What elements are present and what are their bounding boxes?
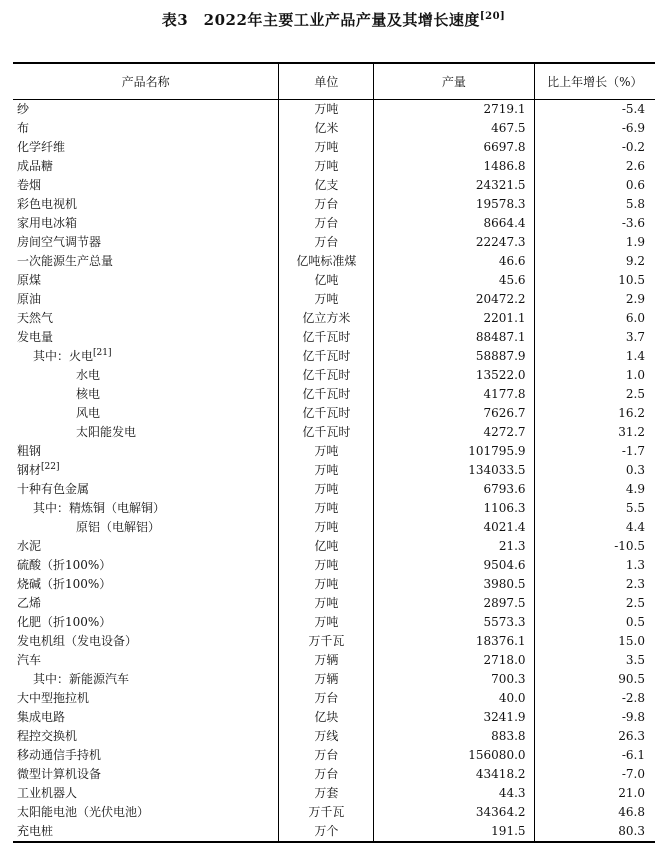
product-name: 工业机器人: [17, 785, 78, 800]
product-name: 发电量: [17, 329, 54, 344]
cell-unit: 亿吨标准煤: [279, 252, 374, 271]
cell-growth: -3.6: [534, 214, 655, 233]
title-footnote: [20]: [479, 11, 506, 22]
cell-product-name: [13, 518, 279, 537]
table-row: [13, 119, 655, 138]
product-name: 新能源汽车: [69, 671, 130, 686]
cell-output: 4272.7: [374, 423, 534, 442]
product-name: 发电机组（发电设备）: [17, 633, 138, 648]
cell-growth: 0.5: [534, 613, 655, 632]
cell-product-name: [13, 784, 279, 803]
table-row: [13, 575, 655, 594]
cell-unit: 万吨: [279, 138, 374, 157]
cell-growth: 2.6: [534, 157, 655, 176]
row-prefix: 其中：: [33, 348, 70, 363]
table-row: [13, 708, 655, 727]
cell-product-name: [13, 195, 279, 214]
cell-growth: -10.5: [534, 537, 655, 556]
cell-output: 1106.3: [374, 499, 534, 518]
product-name: 太阳能发电: [76, 424, 137, 439]
footnote-ref: [22]: [41, 461, 60, 472]
cell-unit: 万吨: [279, 575, 374, 594]
cell-product-name: [13, 803, 279, 822]
cell-growth: -6.9: [534, 119, 655, 138]
cell-growth: -2.8: [534, 689, 655, 708]
cell-growth: 15.0: [534, 632, 655, 651]
cell-output: 7626.7: [374, 404, 534, 423]
cell-output: 191.5: [374, 822, 534, 842]
cell-product-name: [13, 309, 279, 328]
table-header-row: [13, 63, 655, 99]
cell-output: 2718.0: [374, 651, 534, 670]
cell-output: 4021.4: [374, 518, 534, 537]
cell-unit: 万吨: [279, 290, 374, 309]
table-row: [13, 347, 655, 366]
cell-unit: 亿立方米: [279, 309, 374, 328]
cell-unit: 万台: [279, 746, 374, 765]
cell-growth: 4.4: [534, 518, 655, 537]
cell-product-name: [13, 480, 279, 499]
cell-output: 24321.5: [374, 176, 534, 195]
cell-growth: 6.0: [534, 309, 655, 328]
cell-unit: 亿千瓦时: [279, 347, 374, 366]
product-name: 原煤: [17, 272, 42, 287]
product-name: 烧碱（折100%）: [17, 576, 112, 591]
table-row: [13, 613, 655, 632]
product-name: 化肥（折100%）: [17, 614, 112, 629]
cell-growth: 9.2: [534, 252, 655, 271]
cell-output: 6793.6: [374, 480, 534, 499]
product-name: 硫酸（折100%）: [17, 557, 112, 572]
cell-unit: 万个: [279, 822, 374, 842]
table-row: [13, 594, 655, 613]
table-row: [13, 271, 655, 290]
product-name: 火电: [69, 348, 94, 363]
cell-product-name: [13, 594, 279, 613]
cell-product-name: [13, 727, 279, 746]
cell-growth: 1.0: [534, 366, 655, 385]
cell-product-name: [13, 366, 279, 385]
cell-output: 1486.8: [374, 157, 534, 176]
table-row: [13, 537, 655, 556]
product-name: 成品糖: [17, 158, 54, 173]
product-name: 粗钢: [17, 443, 42, 458]
table-row: [13, 366, 655, 385]
table-row: [13, 727, 655, 746]
cell-product-name: [13, 119, 279, 138]
row-prefix: 其中：: [33, 671, 70, 686]
cell-product-name: [13, 556, 279, 575]
cell-unit: 万台: [279, 233, 374, 252]
product-name: 一次能源生产总量: [17, 253, 114, 268]
product-name: 大中型拖拉机: [17, 690, 90, 705]
cell-unit: 万吨: [279, 556, 374, 575]
product-name: 十种有色金属: [17, 481, 90, 496]
table-row: [13, 385, 655, 404]
cell-growth: 26.3: [534, 727, 655, 746]
table-row: [13, 670, 655, 689]
cell-growth: 5.5: [534, 499, 655, 518]
product-name: 化学纤维: [17, 139, 66, 154]
cell-output: 2201.1: [374, 309, 534, 328]
cell-output: 40.0: [374, 689, 534, 708]
table-row: [13, 461, 655, 480]
product-name: 钢材: [17, 462, 42, 477]
cell-growth: -7.0: [534, 765, 655, 784]
cell-product-name: [13, 385, 279, 404]
cell-unit: 万吨: [279, 99, 374, 119]
table-row: [13, 328, 655, 347]
cell-product-name: [13, 214, 279, 233]
cell-growth: -1.7: [534, 442, 655, 461]
cell-unit: 万台: [279, 195, 374, 214]
cell-output: 44.3: [374, 784, 534, 803]
product-name: 程控交换机: [17, 728, 78, 743]
product-name: 天然气: [17, 310, 54, 325]
table-row: [13, 765, 655, 784]
cell-product-name: [13, 233, 279, 252]
cell-growth: -5.4: [534, 99, 655, 119]
table-row: [13, 214, 655, 233]
cell-output: 18376.1: [374, 632, 534, 651]
cell-product-name: [13, 176, 279, 195]
cell-output: 8664.4: [374, 214, 534, 233]
table-row: [13, 309, 655, 328]
cell-product-name: [13, 99, 279, 119]
product-name: 房间空气调节器: [17, 234, 102, 249]
cell-product-name: [13, 252, 279, 271]
product-name: 布: [17, 120, 30, 135]
cell-output: 43418.2: [374, 765, 534, 784]
cell-unit: 万千瓦: [279, 803, 374, 822]
cell-growth: 80.3: [534, 822, 655, 842]
cell-output: 2897.5: [374, 594, 534, 613]
table-row: [13, 404, 655, 423]
cell-growth: 2.9: [534, 290, 655, 309]
row-prefix: 其中：: [33, 500, 70, 515]
product-name: 移动通信手持机: [17, 747, 102, 762]
table-row: [13, 157, 655, 176]
cell-product-name: [13, 461, 279, 480]
cell-output: 156080.0: [374, 746, 534, 765]
table-row: [13, 499, 655, 518]
cell-output: 34364.2: [374, 803, 534, 822]
cell-growth: 1.4: [534, 347, 655, 366]
cell-growth: 0.6: [534, 176, 655, 195]
cell-growth: 21.0: [534, 784, 655, 803]
cell-unit: 万线: [279, 727, 374, 746]
header-unit: 单位: [279, 63, 374, 99]
cell-product-name: [13, 651, 279, 670]
cell-unit: 万吨: [279, 157, 374, 176]
cell-output: 467.5: [374, 119, 534, 138]
table-row: [13, 480, 655, 499]
cell-unit: 亿千瓦时: [279, 404, 374, 423]
product-name: 水泥: [17, 538, 42, 553]
cell-output: 5573.3: [374, 613, 534, 632]
cell-growth: 1.3: [534, 556, 655, 575]
cell-output: 58887.9: [374, 347, 534, 366]
cell-growth: -0.2: [534, 138, 655, 157]
cell-product-name: [13, 575, 279, 594]
product-name: 原油: [17, 291, 42, 306]
cell-output: 134033.5: [374, 461, 534, 480]
cell-product-name: [13, 347, 279, 366]
cell-growth: 31.2: [534, 423, 655, 442]
table-row: [13, 518, 655, 537]
cell-output: 6697.8: [374, 138, 534, 157]
cell-unit: 万吨: [279, 461, 374, 480]
product-name: 风电: [76, 405, 101, 420]
product-name: 家用电冰箱: [17, 215, 78, 230]
cell-output: 883.8: [374, 727, 534, 746]
cell-growth: 16.2: [534, 404, 655, 423]
cell-unit: 亿支: [279, 176, 374, 195]
cell-unit: 万辆: [279, 651, 374, 670]
cell-output: 46.6: [374, 252, 534, 271]
cell-product-name: [13, 632, 279, 651]
cell-unit: 亿块: [279, 708, 374, 727]
cell-unit: 万吨: [279, 594, 374, 613]
header-growth: 比上年增长（%）: [534, 63, 655, 99]
cell-growth: 3.7: [534, 328, 655, 347]
table-row: [13, 689, 655, 708]
product-name: 卷烟: [17, 177, 42, 192]
table-row: [13, 556, 655, 575]
cell-growth: 46.8: [534, 803, 655, 822]
cell-output: 13522.0: [374, 366, 534, 385]
product-name: 太阳能电池（光伏电池）: [17, 804, 150, 819]
cell-unit: 亿吨: [279, 271, 374, 290]
cell-product-name: [13, 537, 279, 556]
table-row: [13, 784, 655, 803]
cell-product-name: [13, 404, 279, 423]
cell-product-name: [13, 157, 279, 176]
product-name: 乙烯: [17, 595, 42, 610]
cell-product-name: [13, 499, 279, 518]
footnote-ref: [21]: [93, 347, 112, 358]
cell-growth: -9.8: [534, 708, 655, 727]
table-row: [13, 195, 655, 214]
cell-product-name: [13, 689, 279, 708]
cell-unit: 万吨: [279, 480, 374, 499]
cell-growth: 0.3: [534, 461, 655, 480]
product-name: 原铝（电解铝）: [76, 519, 161, 534]
cell-unit: 万千瓦: [279, 632, 374, 651]
cell-growth: -6.1: [534, 746, 655, 765]
cell-output: 4177.8: [374, 385, 534, 404]
table-row: [13, 138, 655, 157]
cell-unit: 亿千瓦时: [279, 366, 374, 385]
cell-unit: 万吨: [279, 613, 374, 632]
table-title-text: 表3 2022年主要工业产品产量及其增长速度: [161, 11, 480, 29]
cell-output: 22247.3: [374, 233, 534, 252]
product-name: 集成电路: [17, 709, 66, 724]
cell-output: 19578.3: [374, 195, 534, 214]
table-body: [13, 99, 655, 842]
cell-output: 700.3: [374, 670, 534, 689]
cell-growth: 4.9: [534, 480, 655, 499]
cell-unit: 万台: [279, 765, 374, 784]
cell-unit: 万台: [279, 214, 374, 233]
product-name: 核电: [76, 386, 101, 401]
table-row: [13, 746, 655, 765]
product-name: 精炼铜（电解铜）: [69, 500, 166, 515]
cell-growth: 1.9: [534, 233, 655, 252]
cell-product-name: [13, 328, 279, 347]
table-row: [13, 233, 655, 252]
cell-product-name: [13, 746, 279, 765]
table-row: [13, 176, 655, 195]
cell-growth: 3.5: [534, 651, 655, 670]
cell-output: 2719.1: [374, 99, 534, 119]
cell-unit: 万吨: [279, 499, 374, 518]
table-row: [13, 803, 655, 822]
cell-growth: 2.3: [534, 575, 655, 594]
cell-output: 9504.6: [374, 556, 534, 575]
header-product-name: 产品名称: [13, 63, 279, 99]
cell-output: 20472.2: [374, 290, 534, 309]
cell-unit: 万吨: [279, 518, 374, 537]
cell-product-name: [13, 290, 279, 309]
cell-growth: 10.5: [534, 271, 655, 290]
table-row: [13, 99, 655, 119]
cell-output: 88487.1: [374, 328, 534, 347]
cell-growth: 90.5: [534, 670, 655, 689]
cell-product-name: [13, 138, 279, 157]
table-row: [13, 442, 655, 461]
cell-unit: 亿千瓦时: [279, 385, 374, 404]
cell-output: 21.3: [374, 537, 534, 556]
cell-product-name: [13, 613, 279, 632]
cell-growth: 5.8: [534, 195, 655, 214]
cell-unit: 亿千瓦时: [279, 423, 374, 442]
cell-product-name: [13, 442, 279, 461]
product-name: 微型计算机设备: [17, 766, 102, 781]
table-row: [13, 290, 655, 309]
table-row: [13, 632, 655, 651]
cell-output: 3241.9: [374, 708, 534, 727]
cell-unit: 万辆: [279, 670, 374, 689]
cell-product-name: [13, 822, 279, 842]
table-title: [0, 9, 667, 30]
cell-output: 3980.5: [374, 575, 534, 594]
cell-unit: 亿吨: [279, 537, 374, 556]
cell-product-name: [13, 708, 279, 727]
cell-output: 45.6: [374, 271, 534, 290]
cell-product-name: [13, 271, 279, 290]
cell-unit: 亿米: [279, 119, 374, 138]
product-name: 水电: [76, 367, 101, 382]
production-table: [13, 62, 655, 843]
product-name: 汽车: [17, 652, 42, 667]
cell-output: 101795.9: [374, 442, 534, 461]
cell-growth: 2.5: [534, 594, 655, 613]
product-name: 彩色电视机: [17, 196, 78, 211]
product-name: 充电桩: [17, 823, 54, 838]
product-name: 纱: [17, 101, 30, 116]
cell-product-name: [13, 670, 279, 689]
cell-growth: 2.5: [534, 385, 655, 404]
table-row: [13, 423, 655, 442]
cell-product-name: [13, 423, 279, 442]
cell-product-name: [13, 765, 279, 784]
cell-unit: 万台: [279, 689, 374, 708]
table-row: [13, 651, 655, 670]
cell-unit: 万吨: [279, 442, 374, 461]
table-row: [13, 252, 655, 271]
cell-unit: 亿千瓦时: [279, 328, 374, 347]
cell-unit: 万套: [279, 784, 374, 803]
header-output: 产量: [374, 63, 534, 99]
table-row: [13, 822, 655, 842]
